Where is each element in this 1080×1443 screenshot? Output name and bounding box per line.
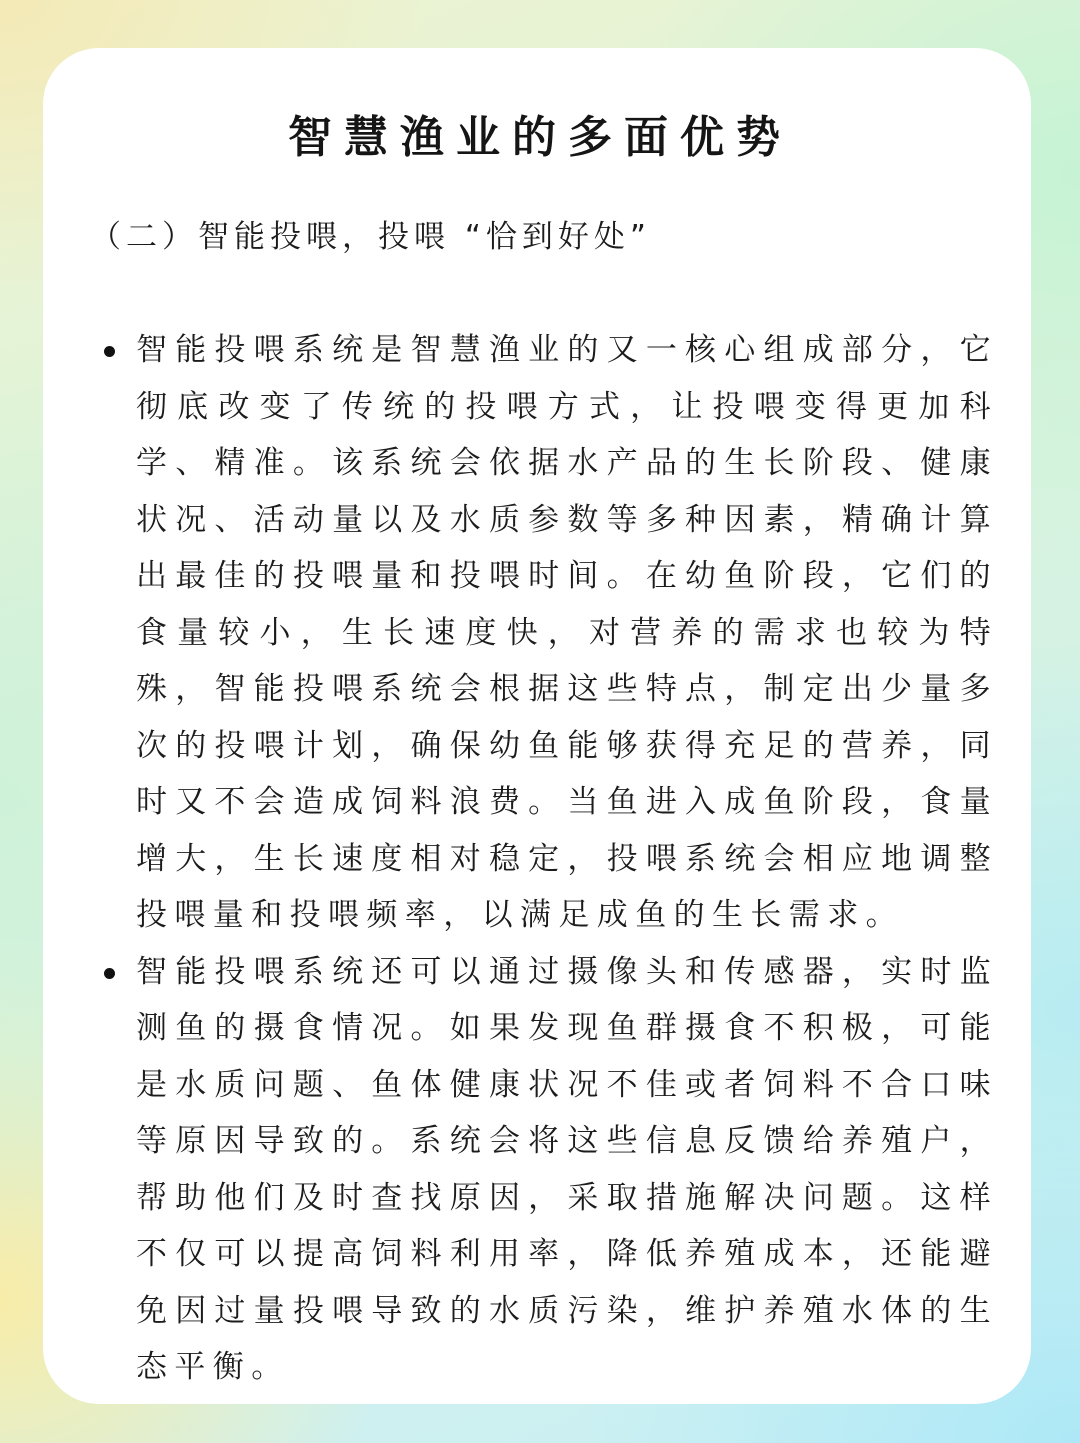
bullet-list — [100, 322, 1005, 1396]
bullet-dot-icon — [104, 346, 115, 357]
bullet-text: 智能投喂系统是智慧渔业的又一核心组成部分，它彻底改变了传统的投喂方式，让投喂变得更加科学、精准。该系统会依据水产品的生长阶段、健康状况、活动量以及水质参数等多种因素，精确计算出最佳的投喂量和投喂时间。在幼鱼阶段，它们的食量较小，生长速度快，对营养的需求也较为特殊，智能投喂系统会根据这些特点，制定出少量多次的投喂计划，确保幼鱼能够获得充足的营养，同时又不会造成饲料浪费。当鱼进入成鱼阶段，食量增大，生长速度相对稳定，投喂系统会相应地调整投喂量和投喂频率，以满足成鱼的生长需求。 — [136, 332, 998, 933]
list-item — [100, 944, 998, 1396]
bullet-text: 智能投喂系统还可以通过摄像头和传感器，实时监测鱼的摄食情况。如果发现鱼群摄食不积极，可能是水质问题、鱼体健康状况不佳或者饲料不合口味等原因导致的。系统会将这些信息反馈给养殖户，帮助他们及时查找原因，采取措施解决问题。这样不仅可以提高饲料利用率，降低养殖成本，还能避免因过量投喂导致的水质污染，维护养殖水体的生态平衡。 — [136, 953, 998, 1385]
section-subtitle: （二）智能投喂，投喂 “恰到好处” — [90, 219, 651, 255]
page-title: 智慧渔业的多面优势 — [288, 112, 792, 163]
list-item — [100, 322, 998, 944]
bullet-dot-icon — [104, 968, 115, 979]
